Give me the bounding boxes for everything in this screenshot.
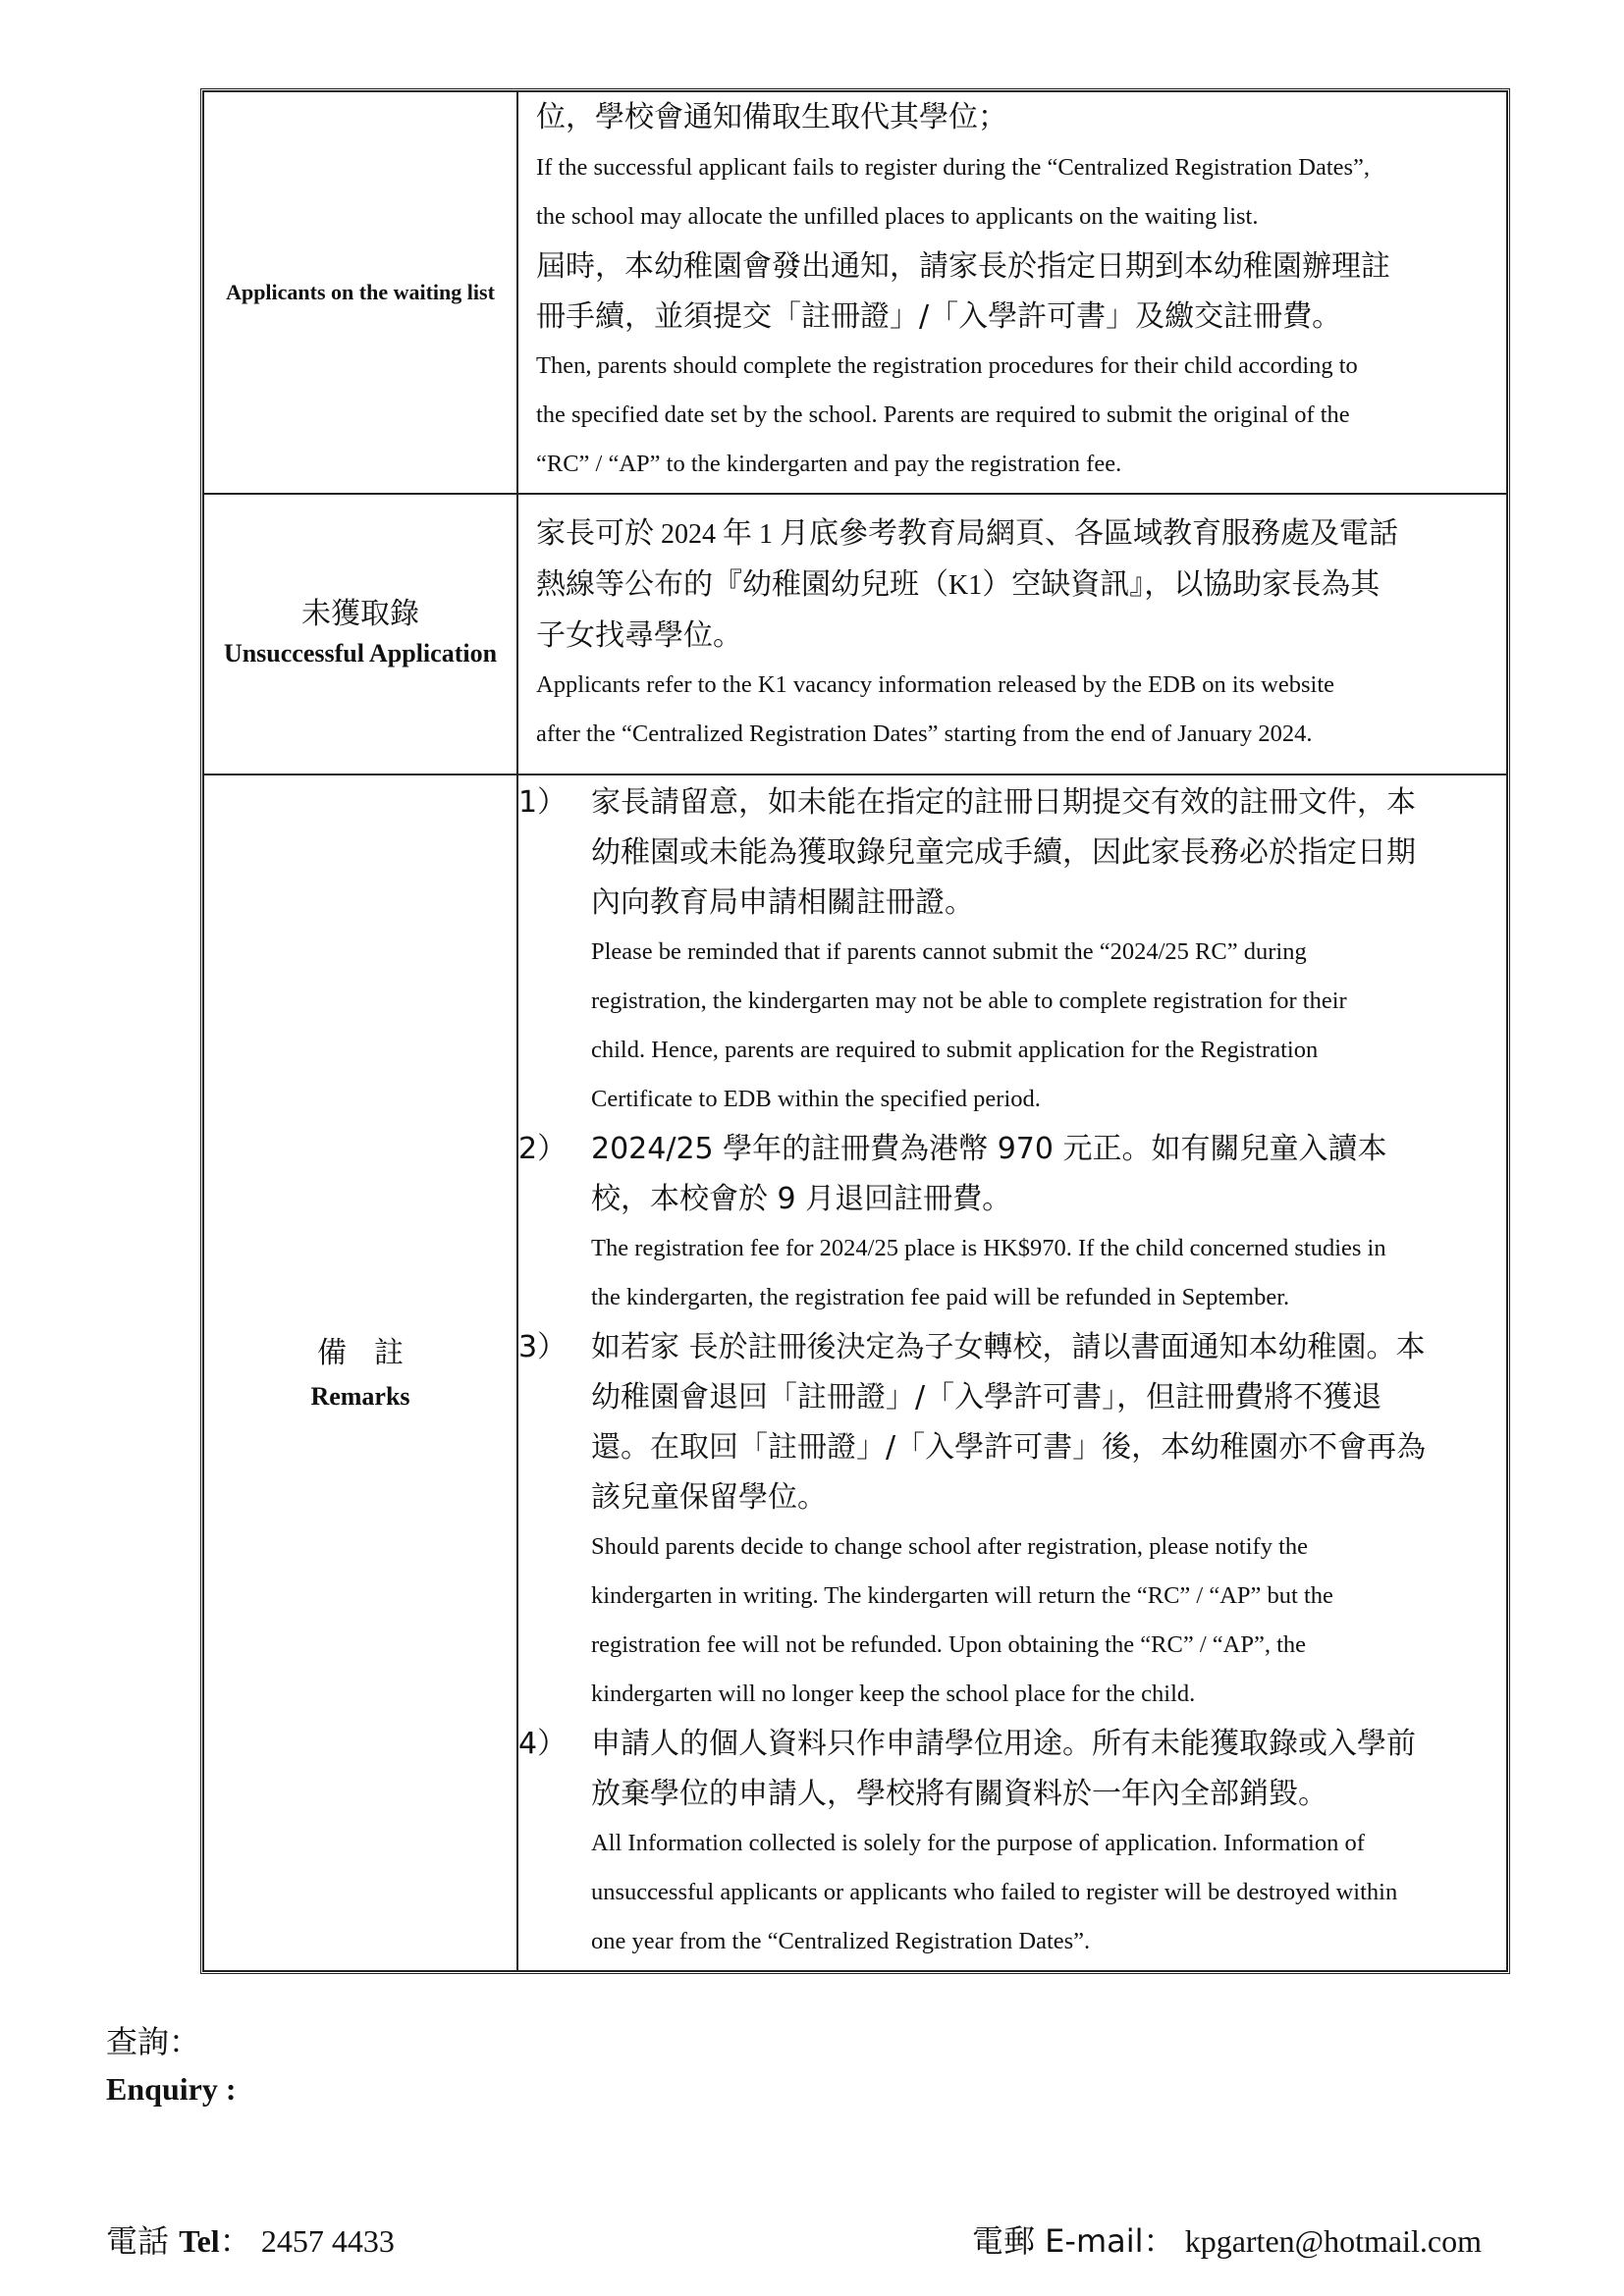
remark-item (518, 777, 1504, 1124)
remarks-content-cell (517, 774, 1507, 1971)
remark-zh-line: 還。在取回「註冊證」/「入學許可書」後，本幼稚園亦不會再為 (591, 1430, 1427, 1465)
tel-label-zh: 電話 (106, 2222, 170, 2260)
unsuccessful-row (203, 494, 1507, 774)
waiting-zh-line: 位，學校會通知備取生取代其學位； (536, 100, 1007, 134)
remark-number: 3） (518, 1330, 568, 1364)
telephone (106, 2216, 395, 2262)
remarks-header-cell (203, 774, 517, 1971)
email (972, 2216, 1482, 2262)
remark-en-line: All Information collected is solely for the purpose of application. Information of (591, 1830, 1365, 1856)
remark-en-line: child. Hence, parents are required to submit application for the Registration (591, 1037, 1319, 1063)
remark-en-line: registration fee will not be refunded. Upon obtaining the “RC” / “AP”, the (591, 1631, 1307, 1658)
unsuccessful-header-zh: 未獲取錄 (301, 597, 419, 631)
remark-number: 2） (518, 1132, 568, 1166)
remark-en-line: The registration fee for 2024/25 place is HK$970. If the child concerned studies in (591, 1235, 1386, 1261)
unsuccessful-header-cell (203, 494, 517, 774)
admission-table (200, 88, 1510, 1974)
remark-item (518, 1322, 1504, 1719)
remark-item (518, 1719, 1504, 1966)
remark-en-line: Should parents decide to change school after registration, please notify the (591, 1533, 1308, 1560)
remark-zh-line: 家長請留意，如未能在指定的註冊日期提交有效的註冊文件，本 (591, 785, 1416, 820)
enquiry-label-en: Enquiry : (106, 2071, 237, 2107)
remark-zh-line: 幼稚園或未能為獲取錄兒童完成手續，因此家長務必於指定日期 (591, 835, 1416, 870)
remark-en-line: kindergarten in writing. The kindergarten will return the “RC” / “AP” but the (591, 1582, 1333, 1609)
remark-en-line: one year from the “Centralized Registration Dates”. (591, 1928, 1091, 1954)
waiting-list-header-cell (203, 91, 517, 494)
waiting-en-line: Then, parents should complete the registration procedures for their child according to (536, 352, 1358, 379)
remark-zh-line: 放棄學位的申請人，學校將有關資料於一年內全部銷毀。 (591, 1777, 1327, 1811)
remark-zh-line: 內向教育局申請相關註冊證。 (591, 885, 974, 920)
waiting-list-header-en: Applicants on the waiting list (226, 280, 495, 304)
waiting-en-line: the school may allocate the unfilled places to applicants on the waiting list. (536, 203, 1259, 230)
remarks-header-zh: 備註 (317, 1335, 431, 1370)
tel-value: 2457 4433 (260, 2223, 395, 2259)
waiting-list-content-cell (517, 91, 1507, 494)
remarks-header-en: Remarks (310, 1381, 410, 1411)
unsuccessful-zh-line: 熱線等公布的『幼稚園幼兒班（K1）空缺資訊』，以協助家長為其 (536, 566, 1380, 602)
email-value[interactable]: kpgarten@hotmail.com (1184, 2223, 1482, 2259)
waiting-zh-line: 冊手續，並須提交「註冊證」/「入學許可書」及繳交註冊費。 (536, 299, 1342, 334)
remarks-row (203, 774, 1507, 1971)
remark-zh-line: 如若家 長於註冊後決定為子女轉校，請以書面通知本幼稚園。本 (591, 1330, 1426, 1364)
remarks-list (518, 777, 1504, 1966)
remark-en-line: kindergarten will no longer keep the school place for the child. (591, 1681, 1196, 1707)
remark-en-line: the kindergarten, the registration fee paid will be refunded in September. (591, 1284, 1290, 1310)
remark-en-line: Certificate to EDB within the specified period. (591, 1086, 1041, 1112)
remark-zh-line: 申請人的個人資料只作申請學位用途。所有未能獲取錄或入學前 (591, 1727, 1416, 1761)
remark-number: 4） (518, 1727, 568, 1761)
remark-zh-line: 校，本校會於 9 月退回註冊費。 (591, 1182, 1012, 1216)
waiting-en-line: “RC” / “AP” to the kindergarten and pay the registration fee. (536, 451, 1122, 477)
unsuccessful-zh-line: 家長可於 2024 年 1 月底參考教育局網頁、各區域教育服務處及電話 (536, 515, 1398, 551)
remark-zh-line: 該兒童保留學位。 (591, 1480, 827, 1515)
remark-en-line: unsuccessful applicants or applicants who failed to register will be destroyed within (591, 1879, 1398, 1905)
waiting-list-row (203, 91, 1507, 494)
tel-separator: ： (219, 2222, 251, 2260)
tel-label-en: Tel (179, 2223, 220, 2259)
unsuccessful-header-en: Unsuccessful Application (223, 639, 498, 667)
unsuccessful-en-line: after the “Centralized Registration Dates” starting from the end of January 2024. (536, 720, 1313, 747)
remark-number: 1） (518, 785, 568, 820)
waiting-en-line: If the successful applicant fails to register during the “Centralized Registration Dates”, (536, 154, 1371, 181)
remark-en-line: registration, the kindergarten may not be able to complete registration for their (591, 988, 1347, 1014)
remark-zh-line: 2024/25 學年的註冊費為港幣 970 元正。如有關兒童入讀本 (591, 1132, 1387, 1166)
email-label: 電郵 E-mail： (972, 2222, 1175, 2260)
waiting-zh-line: 屆時，本幼稚園會發出通知，請家長於指定日期到本幼稚園辦理註 (536, 249, 1390, 284)
waiting-en-line: the specified date set by the school. Parents are required to submit the original of the (536, 401, 1350, 428)
unsuccessful-zh-line: 子女找尋學位。 (536, 617, 742, 653)
remark-zh-line: 幼稚園會退回「註冊證」/「入學許可書」，但註冊費將不獲退 (591, 1380, 1382, 1415)
remark-item (518, 1124, 1504, 1322)
unsuccessful-en-line: Applicants refer to the K1 vacancy information released by the EDB on its website (536, 670, 1335, 698)
enquiry-label-zh: 查詢： (106, 2023, 201, 2060)
unsuccessful-content-cell (517, 494, 1507, 774)
remark-en-line: Please be reminded that if parents cannot submit the “2024/25 RC” during (591, 938, 1307, 965)
